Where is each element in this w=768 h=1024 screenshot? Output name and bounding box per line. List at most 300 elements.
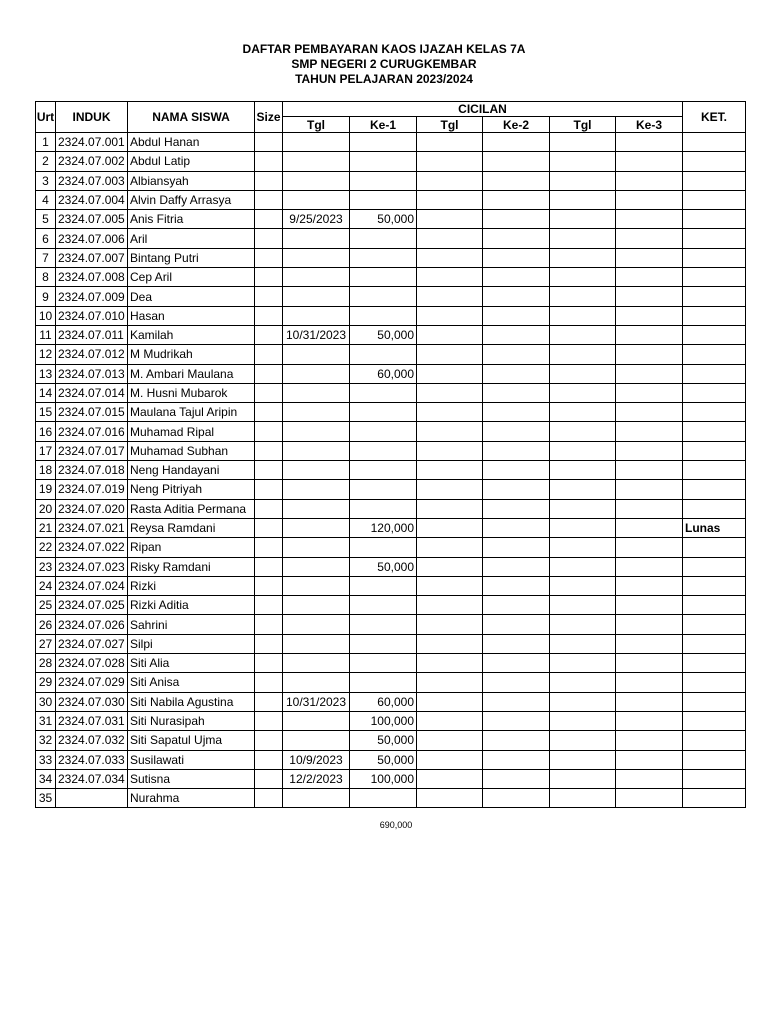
cell-ke-2: [483, 152, 550, 171]
cell-ke-3: [616, 538, 683, 557]
cell-induk: 2324.07.011: [56, 325, 128, 344]
cell-ket: [683, 499, 746, 518]
cell-nama: Alvin Daffy Arrasya: [128, 190, 255, 209]
cell-tgl-2: [417, 769, 483, 788]
cell-urt: 21: [36, 518, 56, 537]
cell-ke-3: [616, 789, 683, 808]
cell-tgl-2: [417, 499, 483, 518]
cell-ke-1: [350, 576, 417, 595]
cell-tgl-3: [550, 557, 616, 576]
cell-nama: M Mudrikah: [128, 345, 255, 364]
cell-tgl-2: [417, 422, 483, 441]
cell-ket: [683, 711, 746, 730]
cell-nama: Ripan: [128, 538, 255, 557]
table-row: [36, 210, 746, 229]
cell-ket: [683, 229, 746, 248]
cell-size: [255, 750, 283, 769]
cell-urt: 14: [36, 383, 56, 402]
cell-size: [255, 248, 283, 267]
cell-ke-3: [616, 692, 683, 711]
cell-ke-1: [350, 538, 417, 557]
table-row: [36, 692, 746, 711]
cell-size: [255, 287, 283, 306]
cell-tgl-2: [417, 654, 483, 673]
cell-ke-2: [483, 750, 550, 769]
cell-ket: [683, 692, 746, 711]
cell-ke-1: [350, 345, 417, 364]
cell-nama: Aril: [128, 229, 255, 248]
cell-tgl-3: [550, 634, 616, 653]
cell-tgl-2: [417, 287, 483, 306]
cell-size: [255, 634, 283, 653]
cell-size: [255, 518, 283, 537]
cell-ket: [683, 268, 746, 287]
cell-ke-2: [483, 190, 550, 209]
cell-ket: [683, 615, 746, 634]
school-name: SMP NEGERI 2 CURUGKEMBAR: [291, 57, 477, 71]
cell-induk: [56, 789, 128, 808]
cell-induk: 2324.07.009: [56, 287, 128, 306]
cell-ke-3: [616, 248, 683, 267]
cell-urt: 6: [36, 229, 56, 248]
cell-ket: [683, 769, 746, 788]
cell-tgl-1: 12/2/2023: [283, 769, 350, 788]
cell-tgl-2: [417, 190, 483, 209]
cell-tgl-3: [550, 152, 616, 171]
cell-tgl-2: [417, 248, 483, 267]
cell-ket: [683, 383, 746, 402]
cell-nama: Sahrini: [128, 615, 255, 634]
cell-tgl-1: [283, 287, 350, 306]
cell-tgl-3: [550, 750, 616, 769]
cell-induk: 2324.07.013: [56, 364, 128, 383]
table-row: [36, 403, 746, 422]
cell-ke-2: [483, 268, 550, 287]
cell-tgl-1: [283, 576, 350, 595]
cell-tgl-1: [283, 731, 350, 750]
cell-ket: [683, 190, 746, 209]
cell-tgl-2: [417, 268, 483, 287]
table-row: [36, 268, 746, 287]
cell-size: [255, 654, 283, 673]
cell-ke-1: [350, 422, 417, 441]
cell-nama: M. Ambari Maulana: [128, 364, 255, 383]
cell-nama: Sutisna: [128, 769, 255, 788]
cell-ke-2: [483, 480, 550, 499]
cell-ket: [683, 557, 746, 576]
cell-tgl-3: [550, 287, 616, 306]
cell-ke-1: [350, 229, 417, 248]
cell-urt: 12: [36, 345, 56, 364]
cell-tgl-3: [550, 654, 616, 673]
cell-ke-1: [350, 383, 417, 402]
cell-tgl-2: [417, 210, 483, 229]
cell-ket: [683, 248, 746, 267]
cell-nama: Bintang Putri: [128, 248, 255, 267]
cell-tgl-2: [417, 634, 483, 653]
cell-size: [255, 383, 283, 402]
cell-size: [255, 480, 283, 499]
cell-urt: 30: [36, 692, 56, 711]
cell-tgl-1: [283, 518, 350, 537]
cell-tgl-2: [417, 325, 483, 344]
cell-nama: Maulana Tajul Aripin: [128, 403, 255, 422]
col-header-ke-2: Ke-2: [483, 117, 550, 133]
cell-tgl-1: 9/25/2023: [283, 210, 350, 229]
cell-ke-3: [616, 654, 683, 673]
cell-ke-2: [483, 441, 550, 460]
cell-ke-1: 50,000: [350, 731, 417, 750]
cell-urt: 35: [36, 789, 56, 808]
cell-induk: 2324.07.010: [56, 306, 128, 325]
cell-size: [255, 711, 283, 730]
cell-size: [255, 615, 283, 634]
cell-ke-1: [350, 673, 417, 692]
cell-ket: [683, 480, 746, 499]
cell-tgl-3: [550, 422, 616, 441]
cell-ke-1: 100,000: [350, 769, 417, 788]
cell-tgl-2: [417, 673, 483, 692]
payment-table: [35, 101, 746, 808]
cell-size: [255, 692, 283, 711]
cell-nama: Silpi: [128, 634, 255, 653]
cell-size: [255, 596, 283, 615]
cell-ke-3: [616, 441, 683, 460]
table-row: [36, 750, 746, 769]
cell-urt: 11: [36, 325, 56, 344]
cell-ke-2: [483, 538, 550, 557]
cell-ke-2: [483, 287, 550, 306]
cell-nama: Abdul Latip: [128, 152, 255, 171]
cell-ke-3: [616, 615, 683, 634]
cell-nama: Siti Alia: [128, 654, 255, 673]
cell-induk: 2324.07.018: [56, 461, 128, 480]
table-row: [36, 248, 746, 267]
cell-nama: Neng Handayani: [128, 461, 255, 480]
cell-tgl-1: [283, 654, 350, 673]
cell-tgl-1: [283, 634, 350, 653]
cell-ke-3: [616, 325, 683, 344]
cell-size: [255, 789, 283, 808]
cell-induk: 2324.07.025: [56, 596, 128, 615]
cell-tgl-3: [550, 364, 616, 383]
cell-tgl-1: 10/31/2023: [283, 325, 350, 344]
table-row: [36, 422, 746, 441]
cell-ke-3: [616, 171, 683, 190]
cell-ket: [683, 750, 746, 769]
cell-ke-1: [350, 268, 417, 287]
table-row: [36, 789, 746, 808]
cell-ke-2: [483, 654, 550, 673]
cell-ke-2: [483, 383, 550, 402]
table-row: [36, 711, 746, 730]
cell-tgl-1: [283, 441, 350, 460]
cell-ke-2: [483, 422, 550, 441]
cell-tgl-3: [550, 190, 616, 209]
cell-tgl-3: [550, 268, 616, 287]
cell-induk: 2324.07.003: [56, 171, 128, 190]
cell-tgl-3: [550, 171, 616, 190]
cell-induk: 2324.07.024: [56, 576, 128, 595]
cell-ke-2: [483, 692, 550, 711]
cell-tgl-2: [417, 731, 483, 750]
cell-tgl-2: [417, 576, 483, 595]
cell-ke-1: 50,000: [350, 750, 417, 769]
cell-ket: [683, 441, 746, 460]
cell-tgl-1: [283, 403, 350, 422]
cell-size: [255, 441, 283, 460]
cell-ke-3: [616, 152, 683, 171]
cell-tgl-1: [283, 306, 350, 325]
cell-ke-2: [483, 673, 550, 692]
cell-ke-3: [616, 634, 683, 653]
cell-ke-3: [616, 769, 683, 788]
cell-tgl-2: [417, 345, 483, 364]
cell-ke-1: 60,000: [350, 364, 417, 383]
cell-ket: [683, 634, 746, 653]
cell-tgl-3: [550, 248, 616, 267]
col-header-tgl-2: Tgl: [417, 117, 483, 133]
cell-urt: 28: [36, 654, 56, 673]
cell-size: [255, 461, 283, 480]
cell-tgl-2: [417, 171, 483, 190]
cell-nama: Muhamad Subhan: [128, 441, 255, 460]
table-row: [36, 461, 746, 480]
cell-induk: 2324.07.005: [56, 210, 128, 229]
cell-tgl-3: [550, 441, 616, 460]
cell-induk: 2324.07.027: [56, 634, 128, 653]
cell-size: [255, 133, 283, 152]
cell-induk: 2324.07.020: [56, 499, 128, 518]
cell-tgl-1: [283, 190, 350, 209]
cell-induk: 2324.07.017: [56, 441, 128, 460]
cell-size: [255, 268, 283, 287]
cell-tgl-2: [417, 538, 483, 557]
cell-ke-3: [616, 403, 683, 422]
cell-ke-1: 120,000: [350, 518, 417, 537]
cell-ke-3: [616, 480, 683, 499]
cell-nama: Dea: [128, 287, 255, 306]
cell-ke-3: [616, 422, 683, 441]
cell-nama: M. Husni Mubarok: [128, 383, 255, 402]
cell-size: [255, 673, 283, 692]
col-header-ket: KET.: [683, 102, 746, 133]
cell-urt: 24: [36, 576, 56, 595]
cell-ket: [683, 210, 746, 229]
cell-tgl-2: [417, 596, 483, 615]
cell-tgl-3: [550, 769, 616, 788]
table-row: [36, 576, 746, 595]
cell-nama: Siti Nurasipah: [128, 711, 255, 730]
cell-ket: [683, 403, 746, 422]
col-header-urt: Urt: [36, 102, 56, 133]
cell-urt: 2: [36, 152, 56, 171]
cell-induk: 2324.07.019: [56, 480, 128, 499]
cell-tgl-1: [283, 615, 350, 634]
cell-tgl-2: [417, 615, 483, 634]
table-row: [36, 229, 746, 248]
cell-tgl-3: [550, 306, 616, 325]
cell-tgl-1: [283, 171, 350, 190]
cell-tgl-2: [417, 789, 483, 808]
cell-ke-2: [483, 210, 550, 229]
col-header-induk: INDUK: [56, 102, 128, 133]
cell-ke-3: [616, 711, 683, 730]
cell-induk: 2324.07.001: [56, 133, 128, 152]
cell-ket: [683, 673, 746, 692]
cell-tgl-1: [283, 364, 350, 383]
cell-induk: 2324.07.022: [56, 538, 128, 557]
cell-urt: 1: [36, 133, 56, 152]
cell-tgl-3: [550, 731, 616, 750]
cell-urt: 33: [36, 750, 56, 769]
table-row: [36, 615, 746, 634]
cell-size: [255, 576, 283, 595]
cell-nama: Cep Aril: [128, 268, 255, 287]
cell-tgl-1: [283, 461, 350, 480]
cell-induk: 2324.07.007: [56, 248, 128, 267]
cell-urt: 4: [36, 190, 56, 209]
cell-tgl-2: [417, 711, 483, 730]
cell-urt: 31: [36, 711, 56, 730]
table-row: [36, 325, 746, 344]
cell-tgl-2: [417, 306, 483, 325]
cell-ket: [683, 731, 746, 750]
cell-ket: [683, 325, 746, 344]
cell-size: [255, 210, 283, 229]
cell-ke-1: [350, 133, 417, 152]
cell-ket: [683, 654, 746, 673]
cell-induk: 2324.07.026: [56, 615, 128, 634]
table-row: [36, 364, 746, 383]
cell-ke-3: [616, 750, 683, 769]
cell-urt: 8: [36, 268, 56, 287]
cell-tgl-3: [550, 210, 616, 229]
cell-size: [255, 769, 283, 788]
cell-ke-1: [350, 480, 417, 499]
cell-tgl-2: [417, 480, 483, 499]
cell-urt: 9: [36, 287, 56, 306]
cell-ke-1: 100,000: [350, 711, 417, 730]
cell-induk: 2324.07.016: [56, 422, 128, 441]
cell-tgl-3: [550, 538, 616, 557]
cell-induk: 2324.07.034: [56, 769, 128, 788]
cell-tgl-3: [550, 692, 616, 711]
cell-tgl-1: [283, 345, 350, 364]
cell-ke-2: [483, 731, 550, 750]
cell-urt: 22: [36, 538, 56, 557]
table-row: [36, 634, 746, 653]
cell-ke-3: [616, 345, 683, 364]
cell-tgl-1: [283, 229, 350, 248]
col-header-ke-3: Ke-3: [616, 117, 683, 133]
cell-size: [255, 229, 283, 248]
cell-tgl-1: [283, 268, 350, 287]
cell-ke-2: [483, 229, 550, 248]
cell-ke-1: [350, 596, 417, 615]
cell-ket: [683, 152, 746, 171]
cell-ke-3: [616, 499, 683, 518]
cell-urt: 16: [36, 422, 56, 441]
table-row: [36, 769, 746, 788]
document-title: DAFTAR PEMBAYARAN KAOS IJAZAH KELAS 7A: [242, 42, 526, 56]
cell-induk: 2324.07.012: [56, 345, 128, 364]
cell-urt: 10: [36, 306, 56, 325]
table-row: [36, 480, 746, 499]
cell-urt: 15: [36, 403, 56, 422]
cell-induk: 2324.07.030: [56, 692, 128, 711]
cell-ke-2: [483, 557, 550, 576]
cell-tgl-3: [550, 480, 616, 499]
cell-ke-3: [616, 190, 683, 209]
col-header-tgl-3: Tgl: [550, 117, 616, 133]
cell-ke-2: [483, 461, 550, 480]
cell-ke-3: [616, 673, 683, 692]
cell-ke-2: [483, 403, 550, 422]
cell-ke-3: [616, 306, 683, 325]
cell-nama: Abdul Hanan: [128, 133, 255, 152]
cell-tgl-1: [283, 133, 350, 152]
table-row: [36, 731, 746, 750]
cell-ke-1: [350, 461, 417, 480]
cell-induk: 2324.07.004: [56, 190, 128, 209]
cell-tgl-3: [550, 345, 616, 364]
cell-urt: 5: [36, 210, 56, 229]
cell-ket: [683, 422, 746, 441]
cell-size: [255, 538, 283, 557]
col-header-size: Size: [255, 102, 283, 133]
cell-size: [255, 152, 283, 171]
cell-tgl-2: [417, 229, 483, 248]
cell-ke-1: 50,000: [350, 210, 417, 229]
cell-tgl-3: [550, 499, 616, 518]
cell-ke-2: [483, 576, 550, 595]
cell-ke-2: [483, 518, 550, 537]
cell-tgl-3: [550, 518, 616, 537]
cell-tgl-2: [417, 461, 483, 480]
cell-ke-2: [483, 345, 550, 364]
cell-nama: Neng Pitriyah: [128, 480, 255, 499]
table-row: [36, 152, 746, 171]
cell-tgl-1: [283, 557, 350, 576]
cell-nama: Muhamad Ripal: [128, 422, 255, 441]
cell-ke-3: [616, 287, 683, 306]
table-row: [36, 383, 746, 402]
table-row: [36, 557, 746, 576]
col-header-tgl-1: Tgl: [283, 117, 350, 133]
cell-tgl-2: [417, 557, 483, 576]
cell-nama: Rasta Aditia Permana: [128, 499, 255, 518]
cell-ke-2: [483, 615, 550, 634]
cell-tgl-1: [283, 422, 350, 441]
cell-ke-1: 50,000: [350, 557, 417, 576]
cell-tgl-1: [283, 789, 350, 808]
cell-nama: Siti Nabila Agustina: [128, 692, 255, 711]
table-row: [36, 306, 746, 325]
cell-tgl-3: [550, 383, 616, 402]
col-header-cicilan: CICILAN: [283, 102, 683, 117]
cell-tgl-3: [550, 461, 616, 480]
cell-size: [255, 499, 283, 518]
cell-ket: [683, 171, 746, 190]
cell-ke-3: [616, 557, 683, 576]
table-row: [36, 190, 746, 209]
cell-ke-2: [483, 248, 550, 267]
cell-tgl-1: [283, 499, 350, 518]
cell-ke-1: [350, 190, 417, 209]
cell-induk: 2324.07.008: [56, 268, 128, 287]
cell-tgl-1: [283, 152, 350, 171]
